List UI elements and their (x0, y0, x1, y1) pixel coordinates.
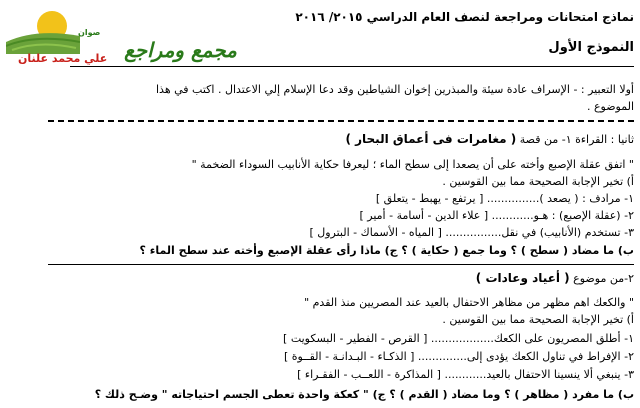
reading-heading (48, 133, 634, 146)
reading-heading-prefix: ثانيا : القراءة ١- من قصة (519, 133, 634, 146)
reading-item-3: ٣- تستخدم (الأنابيب) في نقل................ [ المياه - الأسماك - البترول ] (309, 226, 634, 239)
topic-item-2: ٢- الإفراط في تناول الكعك يؤدى إلى.............. [ الذكـاء - البـدانـة - القــوة ] (283, 350, 634, 363)
topic-heading-prefix: ٢-من موضوع (573, 272, 634, 285)
topic-question-b: ب) ما مفرد ( مظاهر ) ؟ وما مضاد ( القدم ) ؟ ج) " كعكة واحدة تعطى الجسم احتياجاته " وضـح ذلك ؟ (94, 388, 634, 401)
topic-title: ( أعياد وعادات ) (475, 271, 570, 285)
topic-item-1: ١- أطلق المصريون على الكعك.................. [ القرص - الفطير - البسكويت ] (283, 332, 634, 345)
sun-field-logo-icon (6, 4, 80, 54)
exam-title: نماذج امتحانات ومراجعة لنصف العام الدراسي ٢٠١٥/ ٢٠١٦ (295, 10, 634, 24)
model-title: النموذج الأول (548, 40, 634, 55)
reading-story-title: ( مغامرات فى أعماق البحار ) (345, 132, 517, 146)
topic-heading (48, 272, 634, 285)
topic-instruction: أ) تخير الإجابة الصحيحة مما بين القوسين . (442, 313, 634, 326)
divider-top (70, 66, 634, 67)
logo (6, 4, 80, 54)
stamp-name: مجمع ومراجع (124, 38, 237, 62)
essay-prompt-line1: أولا التعبير : - الإسراف عادة سيئة والمبذرين إخوان الشياطين وقد دعا الإسلام إلي الاعتدال . اكتب في هذا (156, 83, 634, 96)
divider-2 (48, 264, 634, 265)
reading-quote: " اتفق عقلة الإصبع وأخته على أن يصعدا إلى سطح الماء ؛ ليعرفا حكاية الأنابيب السوداء الضخمة " (191, 158, 634, 171)
reading-item-1: ١- مرادف : ( يصعد )............... [ يرتفع - يهبط - يتعلق ] (375, 192, 634, 205)
reading-question-b: ب) ما مضاد ( سطح ) ؟ وما جمع ( حكاية ) ؟ ج) ماذا رأى عقلة الإصبع وأخته عند سطح الماء ؟ (139, 244, 634, 257)
essay-prompt-line2: الموضوع . (586, 100, 634, 113)
topic-item-3: ٣- ينبغي ألا ينسينا الاحتفال بالعيد............ [ المذاكرة - اللعــب - الفقـراء ] (297, 368, 634, 381)
stamp-small-text: صوان (78, 28, 101, 37)
stamp-author: علي محمد علنان (18, 52, 108, 65)
reading-item-2: ٢- (عقلة الإصبع) : هـو............ [ علاء الدين - أسامة - أمير ] (359, 209, 634, 222)
divider-1 (48, 120, 634, 122)
reading-instruction: أ) تخير الإجابة الصحيحة مما بين القوسين . (442, 175, 634, 188)
topic-quote: " والكعك اهم مظهر من مظاهر الاحتفال بالعيد عند المصريين منذ القدم " (304, 296, 634, 309)
